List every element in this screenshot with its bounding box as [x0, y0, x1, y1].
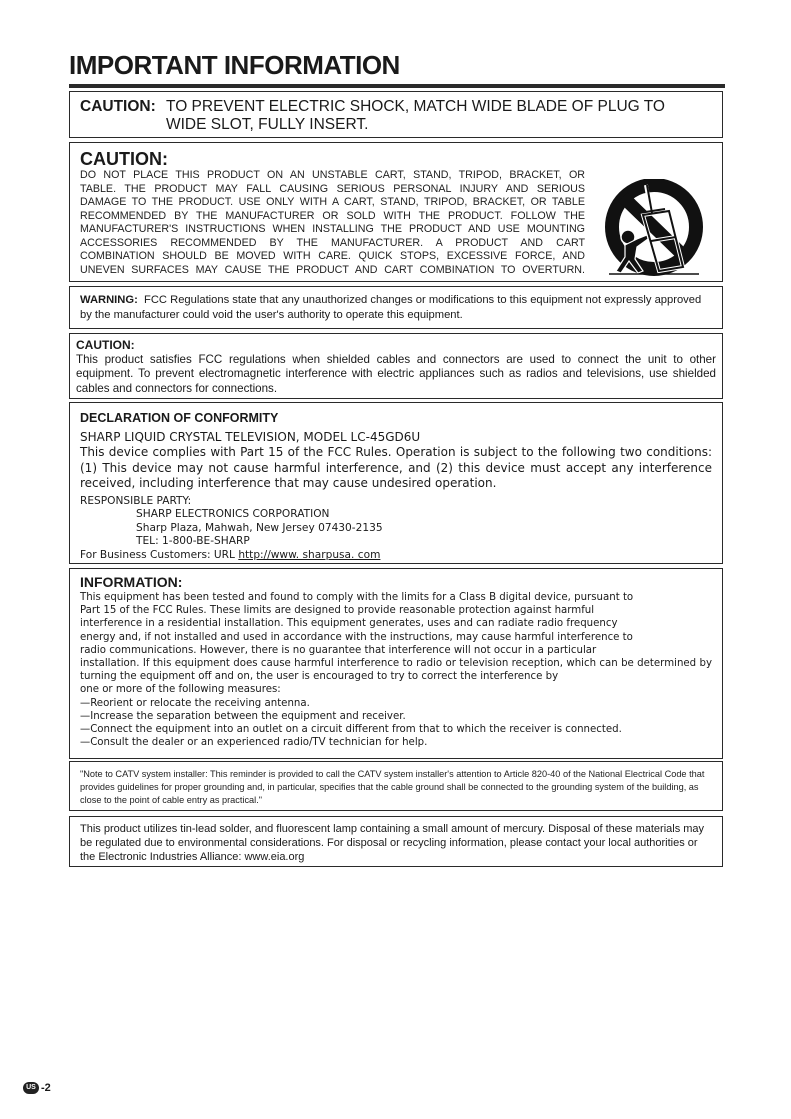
measure-item: —Connect the equipment into an outlet on a circuit different from that to which the receiver is connected. — [80, 724, 622, 736]
cart-caution-line: UNEVEN SURFACES MAY CAUSE THE PRODUCT AND CART COMBINATION TO OVERTURN. — [80, 263, 585, 276]
cart-caution-line: RECOMMENDED BY THE MANUFACTURER OR SOLD WITH THE PRODUCT. FOLLOW THE — [80, 209, 585, 222]
cart-caution-box — [69, 142, 723, 282]
cable-caution-box — [69, 333, 723, 399]
cart-caution-line: DAMAGE TO THE PRODUCT. USE ONLY WITH A CART, STAND, TRIPOD, BRACKET, OR TABLE — [80, 196, 585, 208]
catv-note-box — [69, 761, 723, 811]
cart-caution-line: DO NOT PLACE THIS PRODUCT ON AN UNSTABLE CART, STAND, TRIPOD, BRACKET, OR — [80, 169, 585, 181]
information-justified: installation. If this equipment does cause harmful interference to radio or television reception, which can be determined by turning the equipment off and on, the user is encouraged to try to correct the interference by — [80, 658, 712, 683]
responsible-company: SHARP ELECTRONICS CORPORATION — [136, 508, 330, 520]
business-customers-line — [80, 549, 712, 563]
declaration-text: This device complies with Part 15 of the FCC Rules. Operation is subject to the following two conditions: (1) This device may not cause harmful interference, and (2) this device must accept any interference received, including interference that may cause undesired operation. — [80, 445, 712, 490]
responsible-tel: TEL: 1-800-BE-SHARP — [136, 535, 250, 547]
cart-caution-line: COMBINATION SHOULD BE MOVED WITH CARE. QUICK STOPS, EXCESSIVE FORCE, AND — [80, 250, 585, 262]
cart-caution-line: TABLE. THE PRODUCT MAY FALL CAUSING SERIOUS PERSONAL INJURY AND SERIOUS — [80, 182, 585, 195]
catv-note-text: "Note to CATV system installer: This reminder is provided to call the CATV system installer's attention to Article 820-40 of the National Electrical Code that provides guidelines for proper grounding and, in particular, specifies that the cable ground shall be connected to the grounding system of the building, as close to the point of cable entry as practical." — [80, 769, 705, 805]
plug-caution-label: CAUTION: — [80, 98, 156, 115]
region-badge-icon: US — [23, 1082, 39, 1094]
plug-caution-text: TO PREVENT ELECTRIC SHOCK, MATCH WIDE BLADE OF PLUG TO WIDE SLOT, FULLY INSERT. — [166, 98, 665, 133]
disposal-box — [69, 816, 723, 867]
plug-caution-box — [69, 91, 723, 138]
responsible-address: Sharp Plaza, Mahwah, New Jersey 07430-2135 — [136, 521, 383, 534]
fcc-warning-label: WARNING: — [80, 294, 138, 306]
cart-tipover-warning-icon — [603, 179, 705, 279]
cart-caution-line: MANUFACTURER'S INSTRUCTIONS WHEN INSTALLING THE PRODUCT AND USE MOUNTING — [80, 223, 585, 235]
page-title: IMPORTANT INFORMATION — [69, 50, 400, 80]
sharpusa-link[interactable]: http://www. sharpusa. com — [238, 548, 381, 561]
declaration-box — [69, 402, 723, 564]
information-line: interference in a residential installation. This equipment generates, uses and can radiate radio frequency — [80, 618, 618, 630]
cart-caution-text — [80, 169, 585, 277]
information-lead-out: one or more of the following measures: — [80, 684, 281, 696]
measure-item: —Increase the separation between the equipment and receiver. — [80, 710, 406, 722]
disposal-text: This product utilizes tin-lead solder, and fluorescent lamp containing a small amount of mercury. Disposal of these materials may be regulated due to environmental considerations. For disposal or recycling information, please contact your local authorities or the Electronic Industries Alliance: www.eia.org — [80, 823, 705, 863]
information-line: energy and, if not installed and used in accordance with the instructions, may cause harmful interference to — [80, 631, 633, 643]
responsible-party-label: RESPONSIBLE PARTY: — [80, 494, 192, 507]
information-line: Part 15 of the FCC Rules. These limits are designed to provide reasonable protection against harmful — [80, 605, 595, 617]
declaration-model: SHARP LIQUID CRYSTAL TELEVISION, MODEL LC-45GD6U — [80, 430, 421, 444]
page-number: -2 — [41, 1082, 51, 1094]
fcc-warning-text: FCC Regulations state that any unauthorized changes or modifications to this equipment not expressly approved by the manufacturer could void the user's authority to operate this equipment. — [80, 294, 702, 321]
cable-caution-text: This product satisfies FCC regulations when shielded cables and connectors are used to connect the unit to other equipment. To prevent electromagnetic interference with electric appliances such as radios and televisions, use shielded cables and connectors for connections. — [76, 352, 716, 395]
business-prefix: For Business Customers: URL — [80, 548, 239, 561]
information-line: This equipment has been tested and found to comply with the limits for a Class B digital device, pursuant to — [80, 592, 634, 603]
cart-caution-line: ACCESSORIES RECOMMENDED BY THE MANUFACTURER. A PRODUCT AND CART — [80, 236, 585, 249]
cable-caution-label: CAUTION: — [76, 338, 135, 352]
cart-caution-label: CAUTION: — [80, 149, 168, 169]
measure-item: —Consult the dealer or an experienced radio/TV technician for help. — [80, 737, 428, 749]
declaration-label: DECLARATION OF CONFORMITY — [80, 411, 279, 425]
information-box — [69, 568, 723, 759]
fcc-warning-box — [69, 286, 723, 329]
information-label: INFORMATION: — [80, 574, 183, 590]
measure-item: —Reorient or relocate the receiving antenna. — [80, 697, 310, 709]
title-rule — [69, 84, 725, 88]
page-footer — [23, 1082, 51, 1094]
information-line: radio communications. However, there is no guarantee that interference will not occur in a particular — [80, 644, 597, 656]
